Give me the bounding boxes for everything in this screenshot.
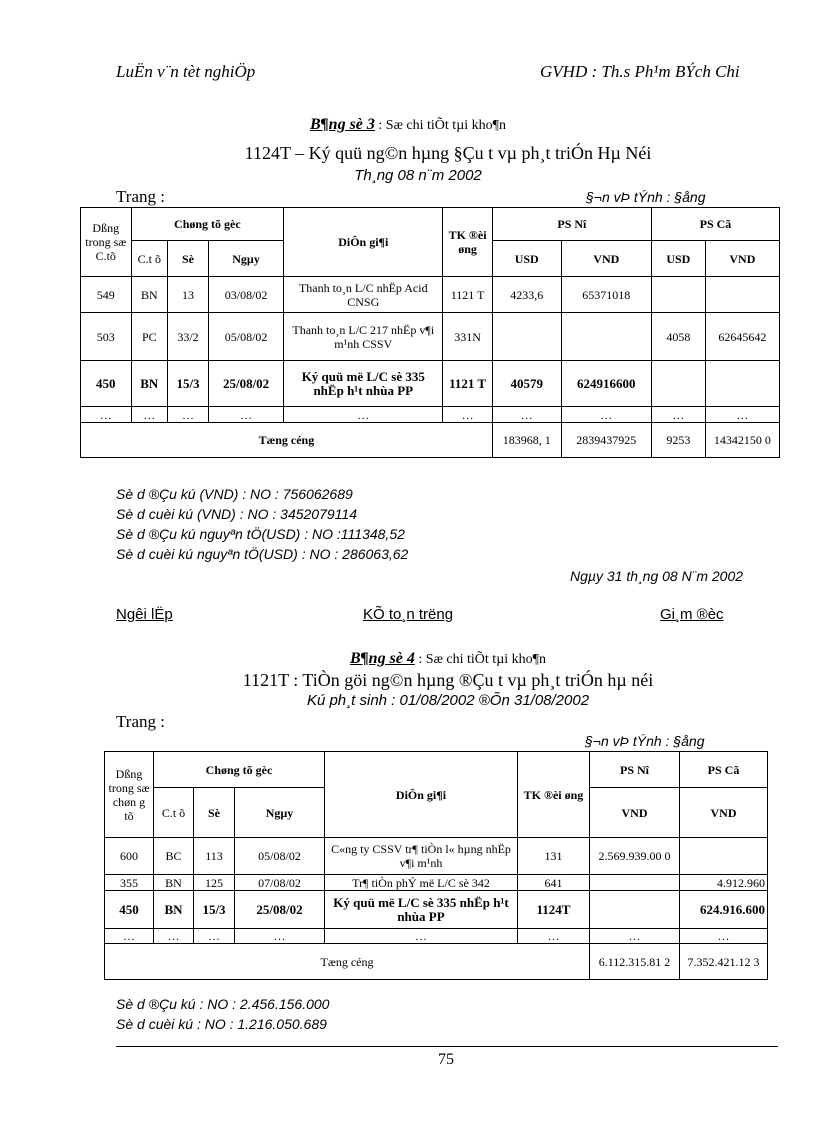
- cell-tk: 131: [518, 838, 590, 875]
- note-line: Sè d ®Çu kú (VND) : NO : 756062689: [116, 486, 353, 502]
- table4-title: 1121T : TiÒn göi ng©n hµng ®Çu t vµ ph¸t triÓn hµ néi: [242, 670, 654, 690]
- th-vnd2: VND: [680, 788, 768, 838]
- table-total-row: [105, 944, 768, 980]
- cell-dien: Thanh to¸n L/C 217 nhËp v¶i m¹nh CSSV: [284, 313, 443, 361]
- sign-director: Gi¸m ®èc: [660, 606, 724, 623]
- th-vnd: VND: [590, 788, 680, 838]
- cell-dien: Thanh to¸n L/C nhËp Acid CNSG: [284, 277, 443, 313]
- th-chungtu: Chøng tõ gèc: [131, 208, 284, 241]
- cell-so: 33/2: [168, 313, 209, 361]
- total-no-vnd: 2839437925: [561, 423, 651, 458]
- cell-so: 13: [168, 277, 209, 313]
- cell-ngay: 25/08/02: [208, 361, 283, 407]
- cell-co-usd: [651, 361, 705, 407]
- table3-title: 1124T – Ký quü ng©n hµng §Çu t vµ ph¸t triÓn Hµ Néi: [244, 143, 652, 163]
- cell-ngay: 07/08/02: [235, 875, 325, 891]
- table3-desc: : Sæ chi tiÕt tµi kho¶n: [374, 118, 506, 133]
- cell-dong: 503: [81, 313, 132, 361]
- cell-no-vnd: 624916600: [561, 361, 651, 407]
- footer-divider: [116, 1046, 778, 1047]
- total-label: Tæng céng: [81, 423, 493, 458]
- cell-tk: 641: [518, 875, 590, 891]
- table-row-ellipsis: [105, 929, 768, 944]
- th-psco: PS Cã: [651, 208, 779, 241]
- page-number: 75: [438, 1051, 454, 1068]
- cell-dots: …: [590, 929, 680, 944]
- cell-tk: 1121 T: [443, 277, 492, 313]
- cell-dots: …: [325, 929, 518, 944]
- cell-so: 15/3: [194, 891, 235, 929]
- cell-dots: …: [105, 929, 154, 944]
- table3-notes: [116, 484, 408, 564]
- cell-dong: 450: [81, 361, 132, 407]
- cell-so: 15/3: [168, 361, 209, 407]
- th-psno: PS Nî: [590, 752, 680, 788]
- table4-period: Kú ph¸t sinh : 01/08/2002 ®Õn 31/08/2002: [306, 692, 590, 709]
- cell-dots: …: [680, 929, 768, 944]
- cell-dots: …: [284, 407, 443, 423]
- th-ngay: Ngµy: [208, 241, 283, 277]
- cell-dots: …: [561, 407, 651, 423]
- cell-ct: BN: [154, 875, 194, 891]
- table3-caption: [0, 116, 816, 134]
- table-row: [105, 875, 768, 891]
- note-line: Sè d ®Çu kú : NO : 2.456.156.000: [116, 996, 330, 1012]
- table3-period: Th¸ng 08 n¨m 2002: [354, 167, 482, 184]
- cell-dong: 549: [81, 277, 132, 313]
- cell-dots: …: [194, 929, 235, 944]
- table4-unit: §¬n vÞ tÝnh : §ång: [585, 733, 705, 749]
- cell-tk: 1124T: [518, 891, 590, 929]
- cell-no-vnd: [561, 313, 651, 361]
- th-dien: DiÔn gi¶i: [325, 752, 518, 838]
- total-co-usd: 9253: [651, 423, 705, 458]
- cell-dong: 450: [105, 891, 154, 929]
- cell-co-usd: [651, 277, 705, 313]
- sign-chief-accountant: KÕ to¸n trëng: [363, 606, 454, 623]
- note-line: Sè d cuèi kú (VND) : NO : 3452079114: [116, 506, 357, 522]
- cell-ct: BN: [154, 891, 194, 929]
- th-psno: PS Nî: [492, 208, 651, 241]
- cell-ct: PC: [131, 313, 168, 361]
- th-so: Sè: [194, 788, 235, 838]
- cell-no: [590, 891, 680, 929]
- table-row: [81, 277, 780, 313]
- cell-no: [590, 875, 680, 891]
- cell-dots: …: [518, 929, 590, 944]
- total-no-usd: 183968, 1: [492, 423, 561, 458]
- total-co: 7.352.421.12 3: [680, 944, 768, 980]
- table4-label: B¶ng sè 4: [350, 650, 415, 667]
- th-chungtu: Chøng tõ gèc: [154, 752, 325, 788]
- th-vnd: VND: [561, 241, 651, 277]
- cell-no-vnd: 65371018: [561, 277, 651, 313]
- note-line: Sè d ®Çu kú nguyªn tÖ(USD) : NO :111348,52: [116, 526, 405, 542]
- cell-co: [680, 838, 768, 875]
- table-total-row: [81, 423, 780, 458]
- table4-trang: Trang :: [116, 712, 165, 731]
- cell-dong: 355: [105, 875, 154, 891]
- th-tk: TK ®èi øng: [443, 208, 492, 277]
- cell-dots: …: [651, 407, 705, 423]
- note-line: Sè d cuèi kú nguyªn tÖ(USD) : NO : 286063,62: [116, 546, 409, 562]
- table-row: [81, 361, 780, 407]
- cell-no-usd: 4233,6: [492, 277, 561, 313]
- total-co-vnd: 14342150 0: [705, 423, 779, 458]
- table-row: [105, 838, 768, 875]
- table3-label: B¶ng sè 3: [310, 116, 375, 133]
- th-ct: C.t õ: [131, 241, 168, 277]
- table-row-ellipsis: [81, 407, 780, 423]
- cell-ct: BN: [131, 361, 168, 407]
- cell-dien: Ký quü më L/C sè 335 nhËp h¹t nhùa PP: [325, 891, 518, 929]
- cell-dong: 600: [105, 838, 154, 875]
- cell-ngay: 05/08/02: [235, 838, 325, 875]
- th-so: Sè: [168, 241, 209, 277]
- cell-dots: …: [443, 407, 492, 423]
- cell-dots: …: [492, 407, 561, 423]
- th-ngay: Ngµy: [235, 788, 325, 838]
- cell-ngay: 03/08/02: [208, 277, 283, 313]
- table3-unit: §¬n vÞ tÝnh : §ång: [586, 189, 706, 205]
- th-dong: Dßng trong sæ chøn g tõ: [105, 752, 154, 838]
- cell-ngay: 25/08/02: [235, 891, 325, 929]
- header-left: LuËn v¨n tèt nghiÖp: [116, 62, 256, 81]
- cell-tk: 331N: [443, 313, 492, 361]
- sign-preparer: Ngêi lËp: [116, 606, 173, 623]
- cell-dots: …: [705, 407, 779, 423]
- table-row: [81, 313, 780, 361]
- table3-trang: Trang :: [116, 187, 165, 206]
- cell-co-vnd: [705, 361, 779, 407]
- cell-ngay: 05/08/02: [208, 313, 283, 361]
- cell-dien: Ký quü më L/C sè 335 nhËp h¹t nhùa PP: [284, 361, 443, 407]
- header-right: GVHD : Th.s Ph¹m BÝch Chi: [540, 62, 740, 81]
- cell-dien: Tr¶ tiÒn phÝ më L/C sè 342: [325, 875, 518, 891]
- th-usd: USD: [492, 241, 561, 277]
- table3-date: Ngµy 31 th¸ng 08 N¨m 2002: [570, 568, 744, 584]
- table4-desc: : Sæ chi tiÕt tµi kho¶n: [414, 652, 546, 667]
- th-usd2: USD: [651, 241, 705, 277]
- th-dien: DiÔn gi¶i: [284, 208, 443, 277]
- note-line: Sè d cuèi kú : NO : 1.216.050.689: [116, 1016, 327, 1032]
- cell-co: 624.916.600: [680, 891, 768, 929]
- cell-ct: BC: [154, 838, 194, 875]
- cell-ct: BN: [131, 277, 168, 313]
- table3: [80, 207, 780, 458]
- cell-dots: …: [81, 407, 132, 423]
- cell-no-usd: 40579: [492, 361, 561, 407]
- th-tk: TK ®èi øng: [518, 752, 590, 838]
- table4-caption: [0, 650, 816, 668]
- cell-dien: C«ng ty CSSV tr¶ tiÒn l« hµng nhËp v¶i m¹nh: [325, 838, 518, 875]
- table-row: [105, 891, 768, 929]
- cell-dots: …: [168, 407, 209, 423]
- cell-co-vnd: 62645642: [705, 313, 779, 361]
- th-dong: Dßng trong sæ C.tõ: [81, 208, 132, 277]
- table4-notes: [116, 994, 329, 1034]
- cell-so: 113: [194, 838, 235, 875]
- total-no: 6.112.315.81 2: [590, 944, 680, 980]
- cell-co: 4.912.960: [680, 875, 768, 891]
- cell-dots: …: [131, 407, 168, 423]
- cell-tk: 1121 T: [443, 361, 492, 407]
- th-ct: C.t õ: [154, 788, 194, 838]
- cell-dots: …: [208, 407, 283, 423]
- cell-co-usd: 4058: [651, 313, 705, 361]
- cell-dots: …: [154, 929, 194, 944]
- cell-so: 125: [194, 875, 235, 891]
- th-psco: PS Cã: [680, 752, 768, 788]
- total-label: Tæng céng: [105, 944, 590, 980]
- cell-no: 2.569.939.00 0: [590, 838, 680, 875]
- cell-co-vnd: [705, 277, 779, 313]
- th-vnd2: VND: [705, 241, 779, 277]
- cell-dots: …: [235, 929, 325, 944]
- cell-no-usd: [492, 313, 561, 361]
- table4: [104, 751, 768, 980]
